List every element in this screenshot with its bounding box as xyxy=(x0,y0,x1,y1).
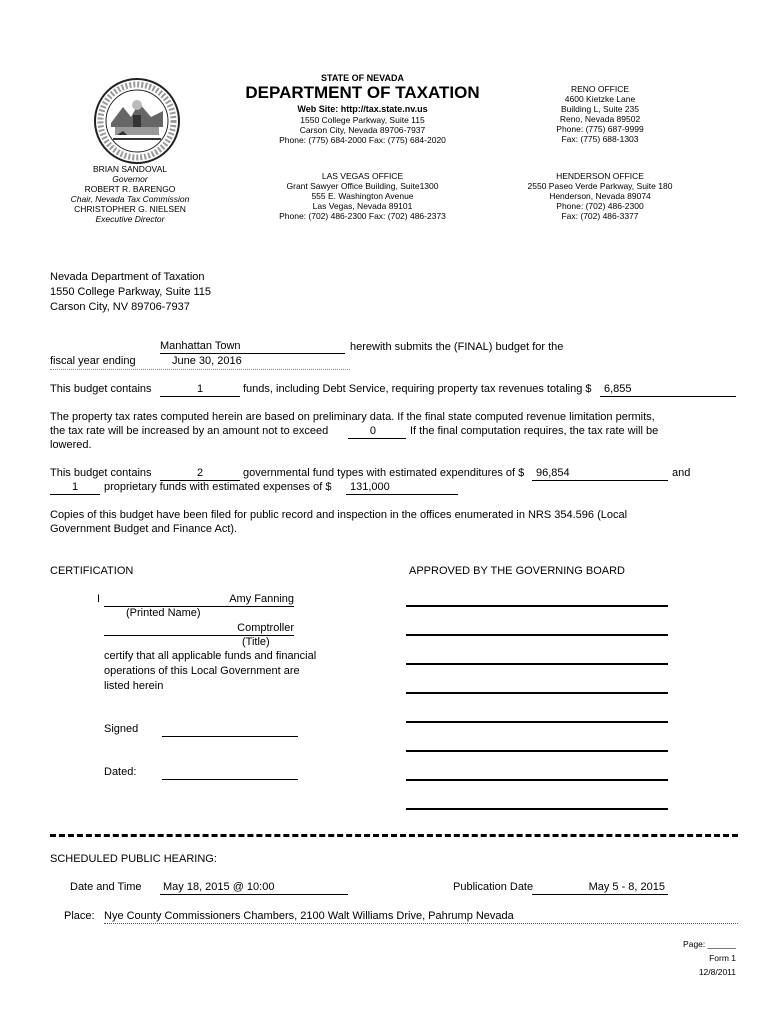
fiscal-line xyxy=(50,369,350,370)
hearing-heading: SCHEDULED PUBLIC HEARING: xyxy=(50,853,217,865)
official-title: Chair, Nevada Tax Commission xyxy=(70,194,190,204)
property-tax-field: 6,855 xyxy=(600,383,736,397)
main-address-line1: 1550 College Parkway, Suite 115 xyxy=(300,115,425,125)
budget-contains2-label: This budget contains xyxy=(50,467,152,479)
gov-expenditures-field: 96,854 xyxy=(532,467,668,481)
gov-types-field: 2 xyxy=(160,467,240,481)
lv-line: Las Vegas, Nevada 89101 xyxy=(312,201,413,211)
certify-line1: certify that all applicable funds and financial xyxy=(104,650,317,662)
prelim-line3: If the final computation requires, the tax rate will be xyxy=(410,425,659,437)
main-phone: Phone: (775) 684-2000 Fax: (775) 684-2020 xyxy=(279,135,446,145)
prelim-line2: the tax rate will be increased by an amount not to exceed xyxy=(50,425,329,437)
section-divider xyxy=(50,834,738,837)
publication-date-field: May 5 - 8, 2015 xyxy=(532,881,668,895)
main-address-line2: Carson City, Nevada 89706-7937 xyxy=(299,125,426,135)
official-name: CHRISTOPHER G. NIELSEN xyxy=(74,204,186,214)
official-title: Executive Director xyxy=(95,214,165,224)
reno-line: Reno, Nevada 89502 xyxy=(559,114,641,124)
lv-line: Phone: (702) 486-2300 Fax: (702) 486-2373 xyxy=(279,211,446,221)
henderson-line: Fax: (702) 486-3377 xyxy=(561,211,639,221)
approved-heading: APPROVED BY THE GOVERNING BOARD xyxy=(409,565,625,577)
title-label: (Title) xyxy=(242,636,270,648)
rate-increase-field: 0 xyxy=(348,425,406,439)
henderson-line: Henderson, Nevada 89074 xyxy=(549,191,651,201)
date-time-label: Date and Time xyxy=(70,881,142,893)
form-number: Form 1 xyxy=(709,953,736,963)
fiscal-year-label: fiscal year ending xyxy=(50,355,136,367)
printed-name-label: (Printed Name) xyxy=(126,607,201,619)
proprietary-text: proprietary funds with estimated expenses of $ xyxy=(104,481,332,493)
officials xyxy=(65,164,195,224)
state-title: STATE OF NEVADA xyxy=(321,73,404,83)
certification-heading: CERTIFICATION xyxy=(50,565,134,577)
funds-count-field: 1 xyxy=(160,383,240,397)
website: Web Site: http://tax.state.nv.us xyxy=(297,104,428,114)
reno-office xyxy=(525,84,675,144)
board-signature-line[interactable] xyxy=(406,634,668,636)
place-field: Nye County Commissioners Chambers, 2100 Walt Williams Drive, Pahrump Nevada xyxy=(104,910,738,924)
board-signature-line[interactable] xyxy=(406,721,668,723)
copies-line2: Government Budget and Finance Act). xyxy=(50,523,238,535)
dated-label: Dated: xyxy=(104,766,137,778)
board-signature-line[interactable] xyxy=(406,692,668,694)
budget-contains-label: This budget contains xyxy=(50,383,152,395)
board-signature-line[interactable] xyxy=(406,750,668,752)
funds-text: funds, including Debt Service, requiring property tax revenues totaling $ xyxy=(243,383,592,395)
proprietary-expenses-field: 131,000 xyxy=(346,481,458,495)
lv-line: 555 E. Washington Avenue xyxy=(311,191,414,201)
gov-text: governmental fund types with estimated expenditures of $ xyxy=(243,467,525,479)
submission-text: herewith submits the (FINAL) budget for the xyxy=(350,341,564,353)
certify-line2: operations of this Local Government are xyxy=(104,665,300,677)
department-title: DEPARTMENT OF TAXATION xyxy=(245,83,480,102)
reno-line: Building L, Suite 235 xyxy=(561,104,639,114)
official-name: BRIAN SANDOVAL xyxy=(92,164,167,174)
fiscal-year-value: June 30, 2016 xyxy=(172,355,242,367)
page-number: Page: ______ xyxy=(683,939,736,949)
henderson-line: 2550 Paseo Verde Parkway, Suite 180 xyxy=(527,181,673,191)
address-line: 1550 College Parkway, Suite 115 xyxy=(50,286,212,298)
printed-name-field: Amy Fanning xyxy=(104,593,294,607)
certify-line3: listed herein xyxy=(104,680,164,692)
place-label: Place: xyxy=(64,910,95,922)
henderson-office xyxy=(515,171,685,221)
entity-name-field: Manhattan Town xyxy=(160,340,345,354)
signed-label: Signed xyxy=(104,723,139,735)
henderson-line: HENDERSON OFFICE xyxy=(556,171,644,181)
las-vegas-office xyxy=(260,171,465,221)
publication-date-label: Publication Date xyxy=(453,881,534,893)
reno-line: 4600 Kietzke Lane xyxy=(564,94,636,104)
date-time-field: May 18, 2015 @ 10:00 xyxy=(160,881,348,895)
title-field: Comptroller xyxy=(104,622,294,636)
official-name: ROBERT R. BARENGO xyxy=(84,184,176,194)
reno-line: RENO OFFICE xyxy=(570,84,630,94)
board-signature-line[interactable] xyxy=(406,663,668,665)
form-date: 12/8/2011 xyxy=(698,967,736,977)
lv-line: Grant Sawyer Office Building, Suite1300 xyxy=(286,181,439,191)
cert-i: I xyxy=(97,593,101,605)
board-signature-line[interactable] xyxy=(406,605,668,607)
proprietary-count-field: 1 xyxy=(50,481,100,495)
address-line: Nevada Department of Taxation xyxy=(50,271,205,283)
official-title: Governor xyxy=(112,174,148,184)
address-line: Carson City, NV 89706-7937 xyxy=(50,301,190,313)
copies-line1: Copies of this budget have been filed for public record and inspection in the offices enumerated in NRS 354.596 (Local xyxy=(50,509,628,521)
lv-line: LAS VEGAS OFFICE xyxy=(321,171,404,181)
recipient-address xyxy=(50,270,211,315)
reno-line: Phone: (775) 687-9999 xyxy=(556,124,644,134)
and-text: and xyxy=(672,467,691,479)
board-signature-line[interactable] xyxy=(406,808,668,810)
signature-line[interactable] xyxy=(162,736,298,737)
board-signature-line[interactable] xyxy=(406,779,668,781)
nevada-state-seal xyxy=(93,77,181,165)
prelim-line1: The property tax rates computed herein are based on preliminary data. If the final state computed revenue limitation permits, xyxy=(50,411,655,423)
date-line[interactable] xyxy=(162,779,298,780)
reno-line: Fax: (775) 688-1303 xyxy=(561,134,639,144)
prelim-line4: lowered. xyxy=(50,439,92,451)
henderson-line: Phone: (702) 486-2300 xyxy=(556,201,644,211)
